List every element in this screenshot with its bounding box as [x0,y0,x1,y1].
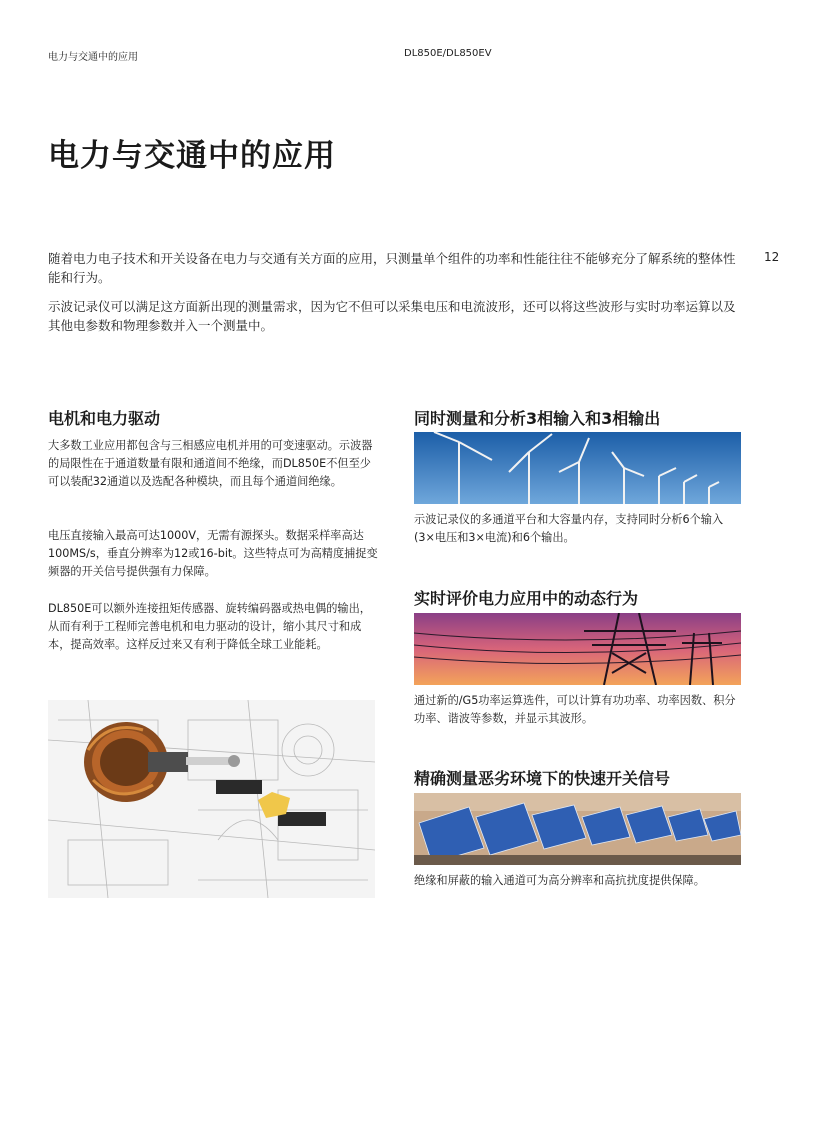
motor-paragraph-3: DL850E可以额外连接扭矩传感器、旋转编码器或热电偶的输出，从而有利于工程师完善电机和电力驱动的设计，缩小其尺寸和成本，提高效率。这样反过来又有利于降低全球工业能耗。 [48,602,371,651]
running-header-model: DL850E/DL850EV [404,48,492,59]
caption-dynamic: 通过新的/G5功率运算选件，可以计算有功功率、功率因数、积分功率、谐波等参数，并显示其波形。 [414,694,736,725]
section-heading-dynamic: 实时评价电力应用中的动态行为 [414,589,639,608]
motor-paragraph-2: 电压直接输入最高可达1000V，无需有源探头。数据采样率高达100MS/s，垂直分辨率为12或16-bit。这些特点可为高精度捕捉变频器的开关信号提供强有力保障。 [48,529,378,578]
intro-paragraph-1: 随着电力电子技术和开关设备在电力与交通有关方面的应用，只测量单个组件的功率和性能往往不能够充分了解系统的整体性能和行为。 [48,251,736,285]
running-header-left: 电力与交通中的应用 [48,52,138,63]
section-heading-motor: 电机和电力驱动 [48,409,161,428]
caption-switching: 绝缘和屏蔽的输入通道可为高分辨率和高抗扰度提供保障。 [414,874,705,887]
motor-rotor-photo [48,700,375,898]
page-number: 12 [764,250,780,264]
section-heading-switching: 精确测量恶劣环境下的快速开关信号 [414,769,671,788]
intro-paragraph-2: 示波记录仪可以满足这方面新出现的测量需求，因为它不但可以采集电压和电流波形，还可以将这些波形与实时功率运算以及其他电参数和物理参数并入一个测量中。 [48,299,736,333]
page-title: 电力与交通中的应用 [48,138,336,174]
solar-panels-photo [414,793,741,865]
motor-paragraph-1: 大多数工业应用都包含与三相感应电机并用的可变速驱动。示波器的局限性在于通道数量有限和通道间不绝缘，而DL850E不但至少可以装配32通道以及选配各种模块，而且每个通道间绝缘。 [48,439,373,488]
caption-3phase: 示波记录仪的多通道平台和大容量内存，支持同时分析6个输入(3×电压和3×电流)和6个输出。 [414,513,724,544]
section-heading-3phase: 同时测量和分析3相输入和3相输出 [414,409,661,428]
wind-turbines-photo [414,432,741,504]
power-lines-sunset-photo [414,613,741,685]
